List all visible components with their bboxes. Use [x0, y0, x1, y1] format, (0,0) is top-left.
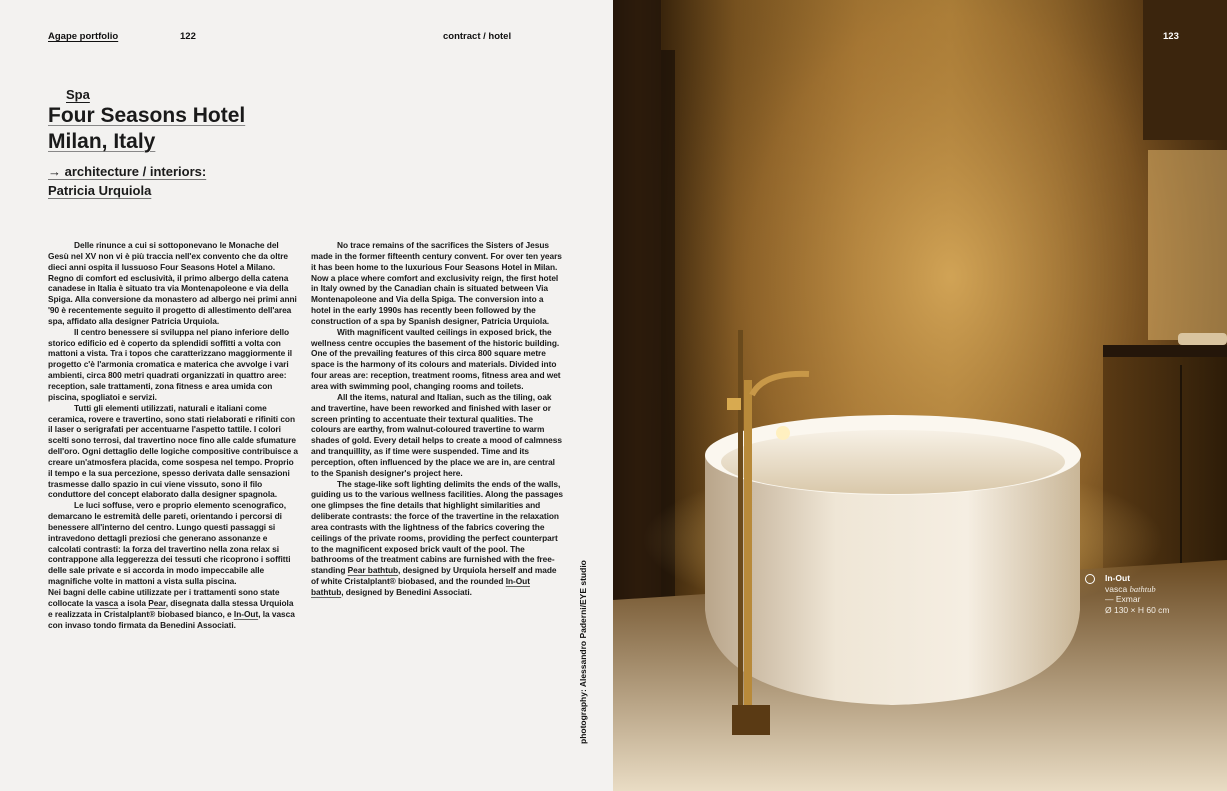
architecture-credit	[48, 162, 206, 200]
product-material: — Exmar	[1105, 594, 1141, 604]
english-text-column	[311, 240, 563, 598]
hotspot-circle-icon[interactable]	[1085, 574, 1095, 584]
product-type	[1105, 584, 1170, 595]
italian-text-column	[48, 240, 300, 630]
english-paragraph	[311, 479, 563, 598]
page-number-left: 122	[180, 31, 196, 42]
credit-line-2: Patricia Urquiola	[48, 183, 152, 198]
title-line-1: Four Seasons Hotel	[48, 104, 246, 127]
header-brand[interactable]: Agape portfolio	[48, 31, 119, 42]
link-in-out-bathtub[interactable]: In-Out bathtub	[311, 576, 530, 597]
credit-line-1: → architecture / interiors:	[48, 164, 207, 179]
left-page	[0, 0, 613, 791]
italian-paragraph	[48, 587, 300, 630]
link-vasca[interactable]: vasca	[95, 597, 119, 608]
bathtub-illustration	[613, 0, 1227, 791]
english-paragraph: No trace remains of the sacrifices the Sisters of Jesus made in the former fifteenth century convent. For over ten years it has been home to the luxurious Four Seasons Hotel in Milan. Now a place where comfort and exclusivity reign, the first hotel in Italy owned by the Canadian chain is situated between Via Montenapoleone and Via della Spiga. The conversion into a hotel in the early 1990s has recently been followed by the construction of a spa by Spanish designer, Patricia Urquiola.	[311, 240, 562, 326]
header-section: contract / hotel	[443, 31, 512, 42]
title-line-2: Milan, Italy	[48, 130, 156, 153]
text-span: , la vasca con invaso tondo firmata da Benedini Associati.	[48, 608, 295, 630]
italian-paragraph: Il centro benessere si sviluppa nel piano inferiore dello storico edificio ed è coperto da splendidi soffitti a volta con mattoni a vista. Tra i topos che caratterizzano maggiormente il progetto c'è l'armonia cromatica e materica che avvolge i vari ambienti, circa 800 metri quadrati organizzati in quattro aree: reception, sale trattamenti, zona fitness e area umida con piscina, spogliatoi e servizi.	[48, 326, 292, 402]
link-pear[interactable]: Pear	[148, 597, 166, 608]
product-type-en: bathtub	[1129, 583, 1156, 594]
english-paragraph: All the items, natural and Italian, such as the tiling, oak and travertine, have been reworked and finished with laser or screen printing to accentuate their textural qualities. The colours are earthy, from walnut-coloured travertine to warm shades of gold. Every detail helps to create a mood of calmness and tranquillity, as if time were suspended. Time and its perception, often influenced by the place we are in, are central to the Spanish designer's project here.	[311, 391, 562, 478]
caption-text	[1105, 573, 1170, 615]
product-type-it: vasca	[1105, 583, 1128, 594]
text-span: , designed by Urquiola herself and made of white Cristalplant® biobased, and the rounded	[311, 565, 557, 587]
page-number-right: 123	[1163, 31, 1179, 42]
text-span: , disegnata dalla stessa Urquiola e realizzata in Cristalplant® biobased bianco, e	[48, 597, 294, 619]
text-span: Nei bagni delle cabine utilizzate per i trattamenti sono state collocate la	[48, 587, 280, 608]
text-span: a isola	[118, 597, 149, 608]
english-paragraph: With magnificent vaulted ceilings in exposed brick, the wellness centre occupies the basement of the historic building. One of the prevailing features of this circa 800 square metre space is the harmony of its colours and materials. Divided into four areas are: reception, treatment rooms, fitness area and wet area with swimming pool, changing rooms and toilets.	[311, 326, 561, 391]
article-title	[48, 103, 245, 155]
italian-paragraph: Tutti gli elementi utilizzati, naturali e italiani come ceramica, rovere e travertino, sono stati rielaborati e rifiniti con il laser o serigrafati per accentuarne l'aspetto tattile. I colori scelti sono terrosi, dal travertino noce fino alle calde sfumature dell'oro. Ogni dettaglio delle logiche compositive contribuisce a creare un'atmosfera placida, come sospesa nel tempo. Proprio il tempo e la sua percezione, spesso derivata dalle sensazioni trasmesse dallo spazio in cui viene vissuto, sono il filo conduttore del concept elaborato dalla designer spagnola.	[48, 402, 299, 500]
text-span: The stage-like soft lighting delimits the ends of the walls, guiding us to the various wellness facilities. Along the passages one glimpses the fine details that highlight similarities and deliberate contrasts: the force of the travertine in the relaxation area contrasts with the lightness of the fabrics covering the ceilings of the private rooms, providing the perfect counterpart to the magnificent exposed brick vault of the pool. The bathrooms of the treatment cabins are furnished with the free-standing	[311, 478, 563, 576]
italian-paragraph: Delle rinunce a cui si sottoponevano le Monache del Gesù nel XV non vi è più traccia nell'ex convento che da oltre dieci anni ospita il lussuoso Four Seasons Hotel a Milano. Regno di comfort ed esclusività, il primo albergo della catena canadese in Italia è situato tra via Montenapoleone e via della Spiga. Alla conversione da monastero ad albergo nei primi anni '90 è recentemente seguito il progetto di allestimento dell'area spa, affidato alla designer Patricia Urquiola.	[48, 240, 297, 326]
italian-paragraph: Le luci soffuse, vero e proprio elemento scenografico, demarcano le estremità delle pareti, orientando i percorsi di benessere all'interno del centro. Lungo questi passaggi si intravedono dettagli preziosi che generano assonanze e calcolati contrasti: la forza del travertino nella zona relax si contrappone alla leggerezza dei tessuti che ricoprono i soffitti delle sale private e si accorda in modo impeccabile alle magnifiche volte in mattoni a vista sulla piscina.	[48, 500, 291, 587]
link-in-out[interactable]: In-Out	[233, 608, 259, 619]
product-dimensions: Ø 130 × H 60 cm	[1105, 604, 1170, 615]
article-category: Spa	[66, 87, 90, 102]
product-name: In-Out	[1105, 573, 1131, 583]
text-span: , designed by Benedini Associati.	[341, 587, 472, 597]
bathroom-photo	[613, 0, 1227, 791]
photo-credit: photography: Alessandro Paderni/EYE studio	[578, 560, 588, 744]
link-pear-bathtub[interactable]: Pear bathtub	[347, 565, 399, 576]
